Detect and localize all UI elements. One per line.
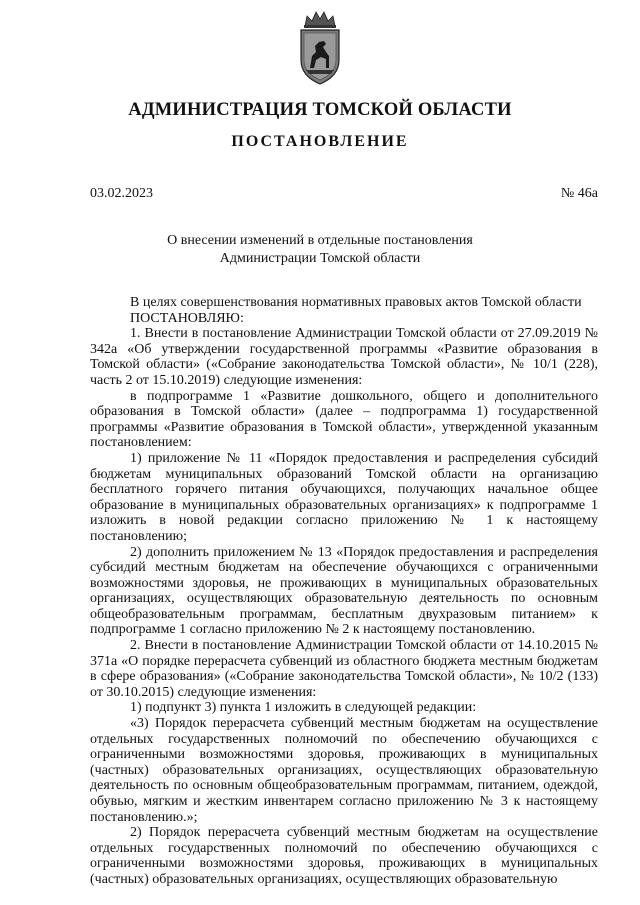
title-line: Администрации Томской области <box>219 251 421 266</box>
document-number: № 46а <box>560 186 598 201</box>
title-line: О внесении изменений в отдельные постановления <box>167 233 473 248</box>
paragraph: 2. Внести в постановление Администрации Томской области от 14.10.2015 № 371а «О порядке перерасчета субвенций из областного бюджета местным бюджетам в сфере образования» («Собрание законодательства Томской области», № 10/2 (133) от 30.10.2015) следующие изменения: <box>90 638 598 700</box>
document-body <box>90 295 598 888</box>
paragraph: В целях совершенствования нормативных правовых актов Томской области <box>130 295 582 310</box>
organization-name: АДМИНИСТРАЦИЯ ТОМСКОЙ ОБЛАСТИ <box>128 100 512 120</box>
paragraph: в подпрограмме 1 «Развитие дошкольного, общего и дополнительного образования в Томской области» (далее – подпрограмма 1) государственной программы «Развитие образования в Томской области», утвержденной указанным постановлением: <box>90 388 598 451</box>
paragraph: ПОСТАНОВЛЯЮ: <box>130 310 244 326</box>
paragraph: 1) подпункт 3) пункта 1 изложить в следующей редакции: <box>130 700 477 716</box>
paragraph: 1) приложение № 11 «Порядок предоставления и распределения субсидий бюджетам муниципальных образований Томской области на организацию бесплатного горячего питания обучающихся, получающих начальное общее образование в муниципальных образовательных организациях» к подпрограмме 1 изложить в новой редакции согласно приложению № 1 к настоящему постановлению; <box>90 450 598 544</box>
paragraph: «3) Порядок перерасчета субвенций местным бюджетам на осуществление отдельных государственных полномочий по обеспечению обучающихся с ограниченными возможностями здоровья, проживающих в муниципальных (частных) образовательных организациях, осуществляющих образовательную деятельность по основным общеобразовательным программам, питанием, одеждой, обувью, мягким и жестким инвентарем согласно приложению № 3 к настоящему постановлению.»; <box>90 716 598 825</box>
document-title <box>160 232 480 268</box>
document-date: 03.02.2023 <box>90 186 153 201</box>
coat-of-arms-icon <box>293 10 347 88</box>
paragraph: 2) дополнить приложением № 13 «Порядок предоставления и распределения субсидий местным бюджетам на обеспечение обучающихся с ограниченными возможностями здоровья, не проживающих в муниципальных образовательных организациях, осуществляющих образовательную деятельность по основным общеобразовательным программам, бесплатным двухразовым питанием» к подпрограмме 1 согласно приложению № 2 к настоящему постановлению. <box>90 544 598 638</box>
paragraph: 1. Внести в постановление Администрации Томской области от 27.09.2019 № 342а «Об утверждении государственной программы «Развитие образования в Томской области» («Собрание законодательства Томской области», № 10/1 (228), часть 2 от 15.10.2019) следующие изменения: <box>90 326 598 388</box>
paragraph: 2) Порядок перерасчета субвенций местным бюджетам на осуществление отдельных государственных полномочий по обеспечению обучающихся с ограниченными возможностями здоровья, проживающих в муниципальных (частных) образовательных организациях, осуществляющих образовательную <box>90 825 598 887</box>
document-type: ПОСТАНОВЛЕНИЕ <box>231 133 409 150</box>
